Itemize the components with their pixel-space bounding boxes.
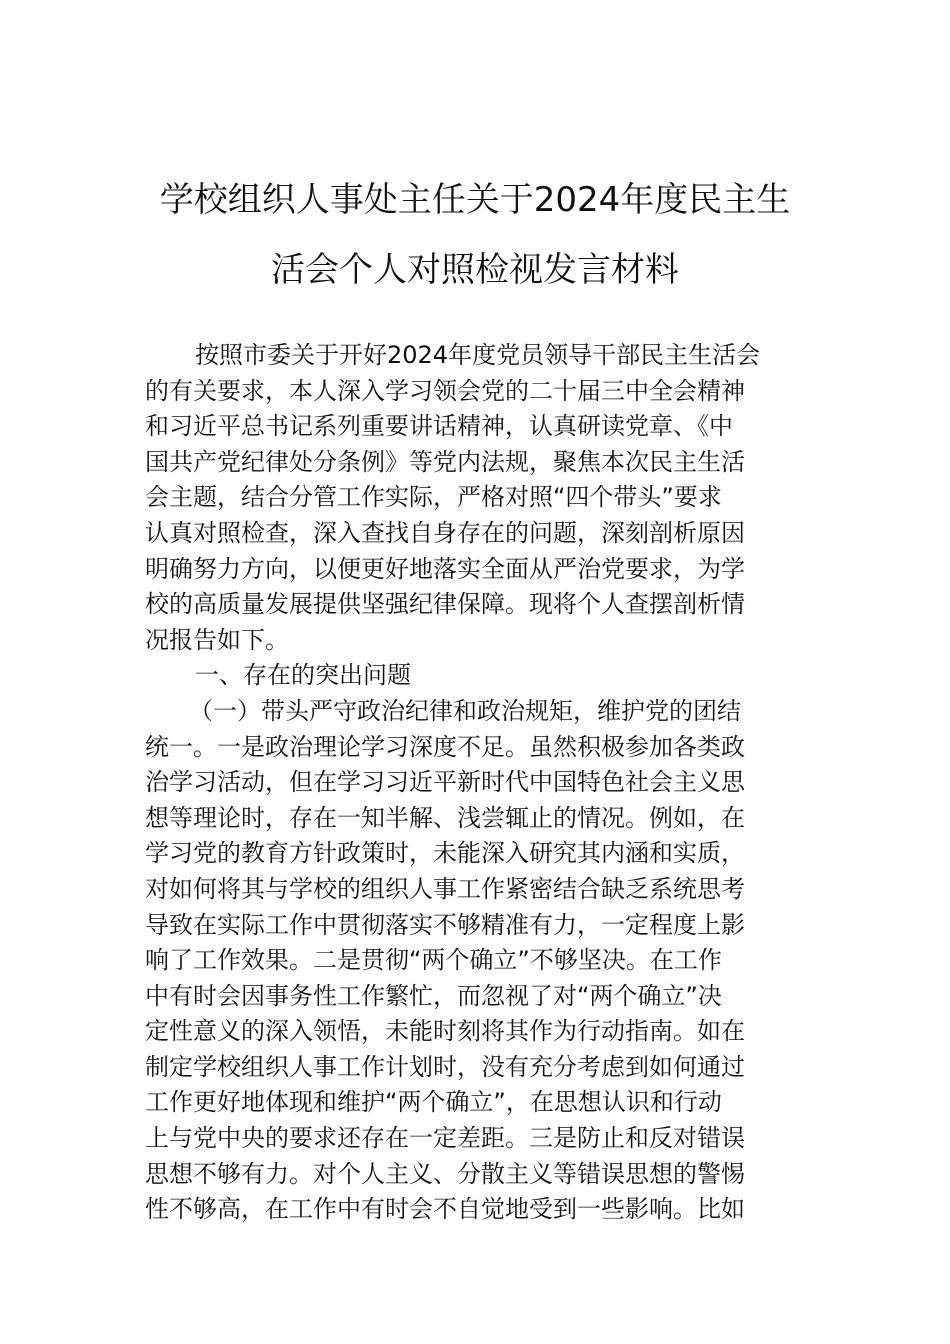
body-line: 工作更好地体现和维护“两个确立”，在思想认识和行动 (145, 1088, 722, 1117)
body-line: 导致在实际工作中贯彻落实不够精准有力，一定程度上影 (145, 910, 745, 939)
body-line: 定性意义的深入领悟，未能时刻将其作为行动指南。如在 (145, 1017, 745, 1046)
body-line: 会主题，结合分管工作实际，严格对照“四个带头”要求 (145, 483, 722, 512)
body-line: 想等理论时，存在一知半解、浅尝辄止的情况。例如，在 (145, 803, 745, 832)
body-line: 明确努力方向，以便更好地落实全面从严治党要求，为学 (145, 554, 745, 583)
body-line: 校的高质量发展提供坚强纪律保障。现将个人查摆剖析情 (145, 590, 745, 619)
body-line: 和习近平总书记系列重要讲话精神，认真研读党章、《中 (145, 412, 733, 441)
body-line: 制定学校组织人事工作计划时，没有充分考虑到如何通过 (145, 1052, 745, 1081)
body-line: 按照市委关于开好2024年度党员领导干部民主生活会 (195, 341, 761, 369)
body-line: 认真对照检查，深入查找自身存在的问题，深刻剖析原因 (145, 518, 745, 547)
subsection-heading: （一）带头严守政治纪律和政治规矩，维护党的团结 (189, 696, 741, 725)
body-line: 思想不够有力。对个人主义、分散主义等错误思想的警惕 (145, 1159, 745, 1188)
body-line: 况报告如下。 (145, 625, 289, 654)
body-line: 对如何将其与学校的组织人事工作紧密结合缺乏系统思考 (145, 874, 745, 903)
body-line: 响了工作效果。二是贯彻“两个确立”不够坚决。在工作 (145, 946, 722, 975)
document-title-line-1: 学校组织人事处主任关于2024年度民主生 (159, 180, 791, 220)
body-line: 的有关要求，本人深入学习领会党的二十届三中全会精神 (145, 376, 745, 405)
body-line: 学习党的教育方针政策时，未能深入研究其内涵和实质， (145, 839, 745, 868)
body-line: 性不够高，在工作中有时会不自觉地受到一些影响。比如 (145, 1195, 745, 1224)
document-body (145, 338, 805, 1228)
body-line: 上与党中央的要求还存在一定差距。三是防止和反对错误 (145, 1124, 745, 1153)
body-line: 统一。一是政治理论学习深度不足。虽然积极参加各类政 (145, 732, 745, 761)
body-line: 中有时会因事务性工作繁忙，而忽视了对“两个确立”决 (145, 981, 722, 1010)
section-heading: 一、存在的突出问题 (195, 661, 411, 690)
document-title-line-2: 活会个人对照检视发言材料 (271, 250, 679, 290)
body-line: 国共产党纪律处分条例》等党内法规，聚焦本次民主生活 (145, 447, 745, 476)
body-line: 治学习活动，但在学习习近平新时代中国特色社会主义思 (145, 768, 745, 797)
